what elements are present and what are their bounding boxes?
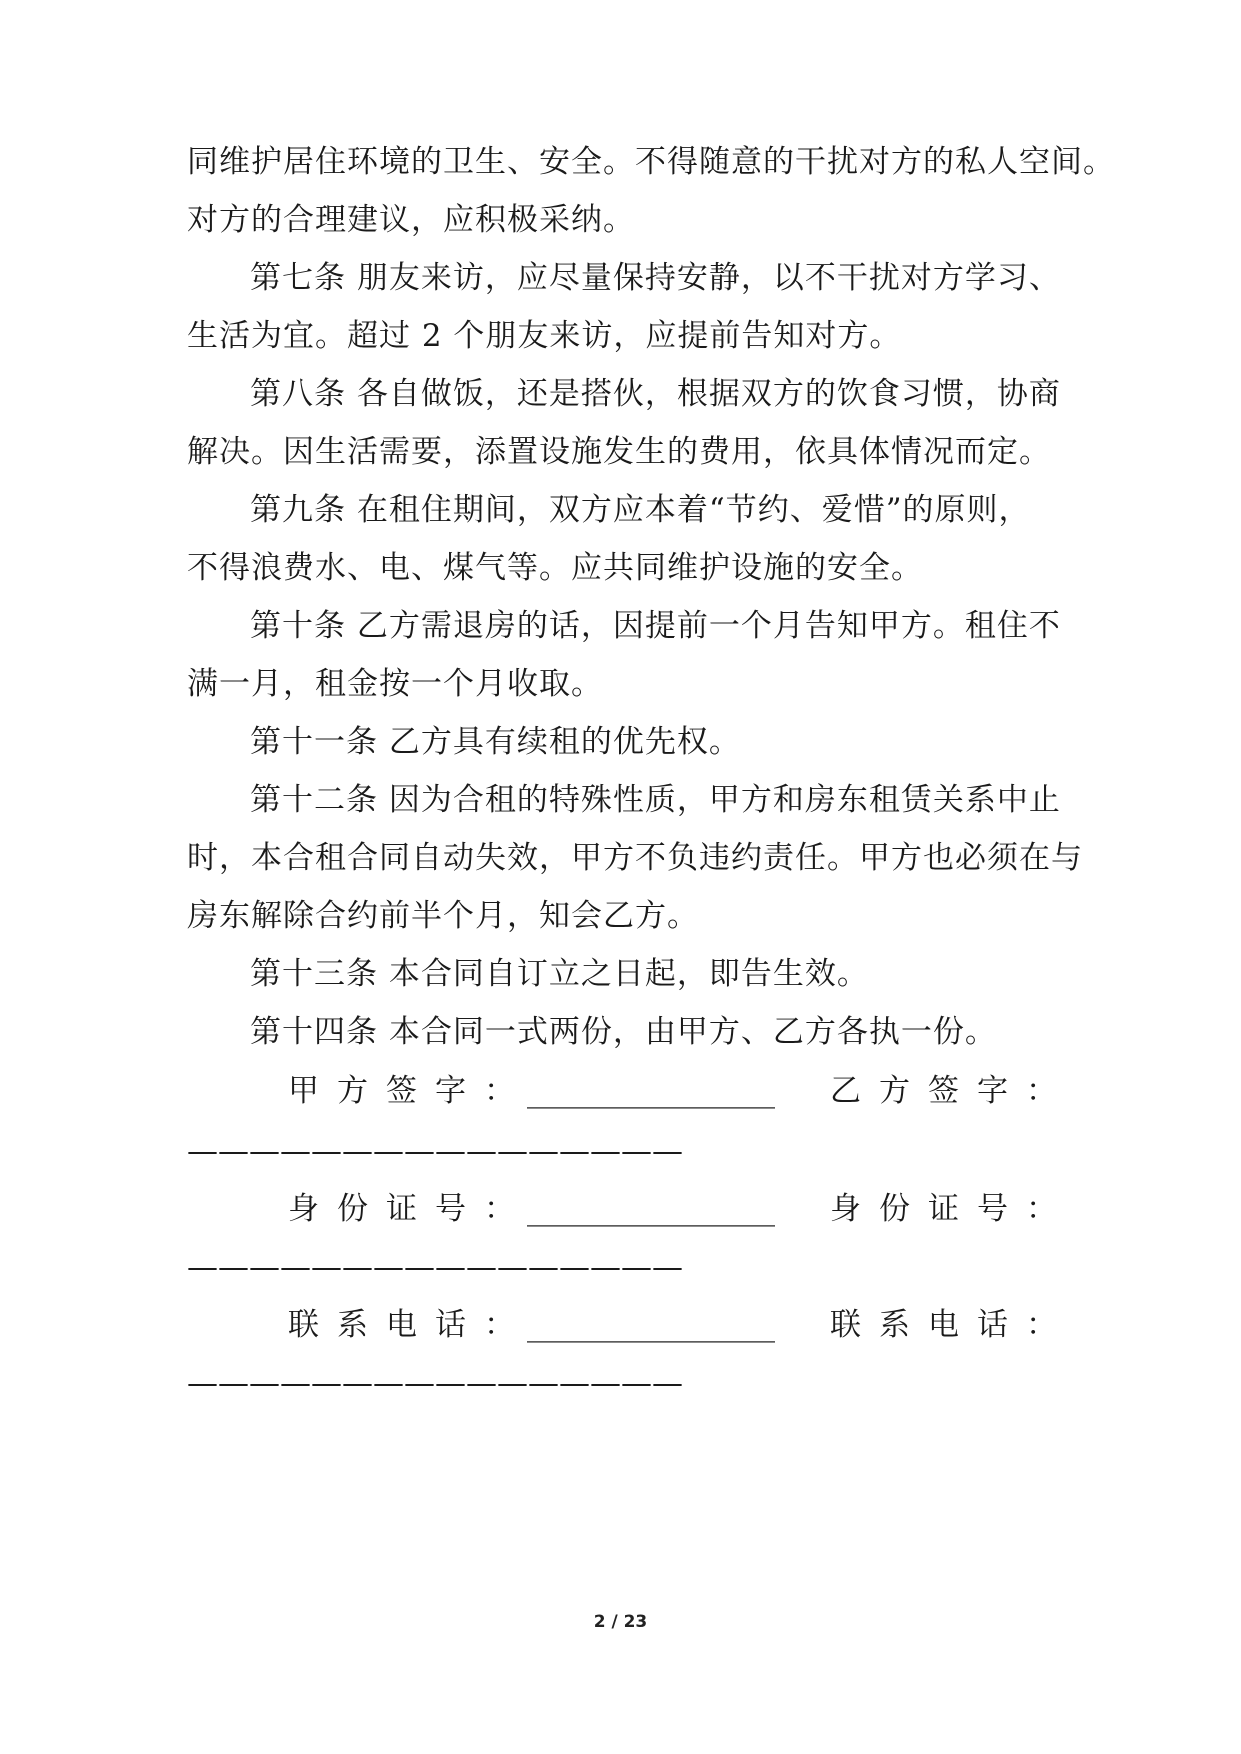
party-a-id-label: 身份证号： [288, 1191, 533, 1227]
party-b-sign-blank: ———————————————— [187, 1133, 683, 1169]
party-b-phone-blank: ———————————————— [187, 1365, 683, 1401]
party-b-phone-label: 联系电话： [830, 1307, 1075, 1343]
article-11: 第十一条 乙方具有续租的优先权。 [250, 724, 741, 760]
party-b-id-blank: ———————————————— [187, 1249, 683, 1285]
article-14: 第十四条 本合同一式两份，由甲方、乙方各执一份。 [250, 1014, 997, 1050]
article-13: 第十三条 本合同自订立之日起，即告生效。 [250, 956, 869, 992]
article-12: 第十二条 因为合租的特殊性质，甲方和房东租赁关系中止 [250, 782, 1061, 818]
party-a-phone-blank: ________________ [527, 1307, 775, 1343]
party-a-sign-blank: ________________ [527, 1073, 775, 1109]
party-a-id-blank: ________________ [527, 1191, 775, 1227]
paragraph-line: 时，本合租合同自动失效，甲方不负违约责任。甲方也必须在与 [187, 840, 1083, 876]
signature-row-party-a [187, 1071, 1075, 1111]
paragraph-line: 生活为宜。超过 2 个朋友来访，应提前告知对方。 [187, 318, 902, 354]
paragraph-line: 对方的合理建议，应积极采纳。 [187, 202, 635, 238]
paragraph-line: 满一月，租金按一个月收取。 [187, 666, 603, 702]
paragraph-line: 不得浪费水、电、煤气等。应共同维护设施的安全。 [187, 550, 923, 586]
page-number: 2 / 23 [593, 1612, 648, 1632]
signature-row-id [187, 1189, 1075, 1229]
party-b-sign-label: 乙方签字： [830, 1073, 1075, 1109]
article-7: 第七条 朋友来访，应尽量保持安静，以不干扰对方学习、 [250, 260, 1061, 296]
party-a-sign-label: 甲方签字： [288, 1073, 533, 1109]
party-a-phone-label: 联系电话： [288, 1307, 533, 1343]
article-10: 第十条 乙方需退房的话，因提前一个月告知甲方。租住不 [250, 608, 1061, 644]
article-8: 第八条 各自做饭，还是搭伙，根据双方的饮食习惯，协商 [250, 376, 1061, 412]
paragraph-line: 同维护居住环境的卫生、安全。不得随意的干扰对方的私人空间。 [187, 144, 1115, 180]
paragraph-line: 房东解除合约前半个月，知会乙方。 [187, 898, 699, 934]
paragraph-line: 解决。因生活需要，添置设施发生的费用，依具体情况而定。 [187, 434, 1051, 470]
party-b-id-label: 身份证号： [830, 1191, 1075, 1227]
article-9: 第九条 在租住期间，双方应本着“节约、爱惜”的原则， [250, 492, 1031, 528]
signature-row-phone [187, 1305, 1075, 1345]
